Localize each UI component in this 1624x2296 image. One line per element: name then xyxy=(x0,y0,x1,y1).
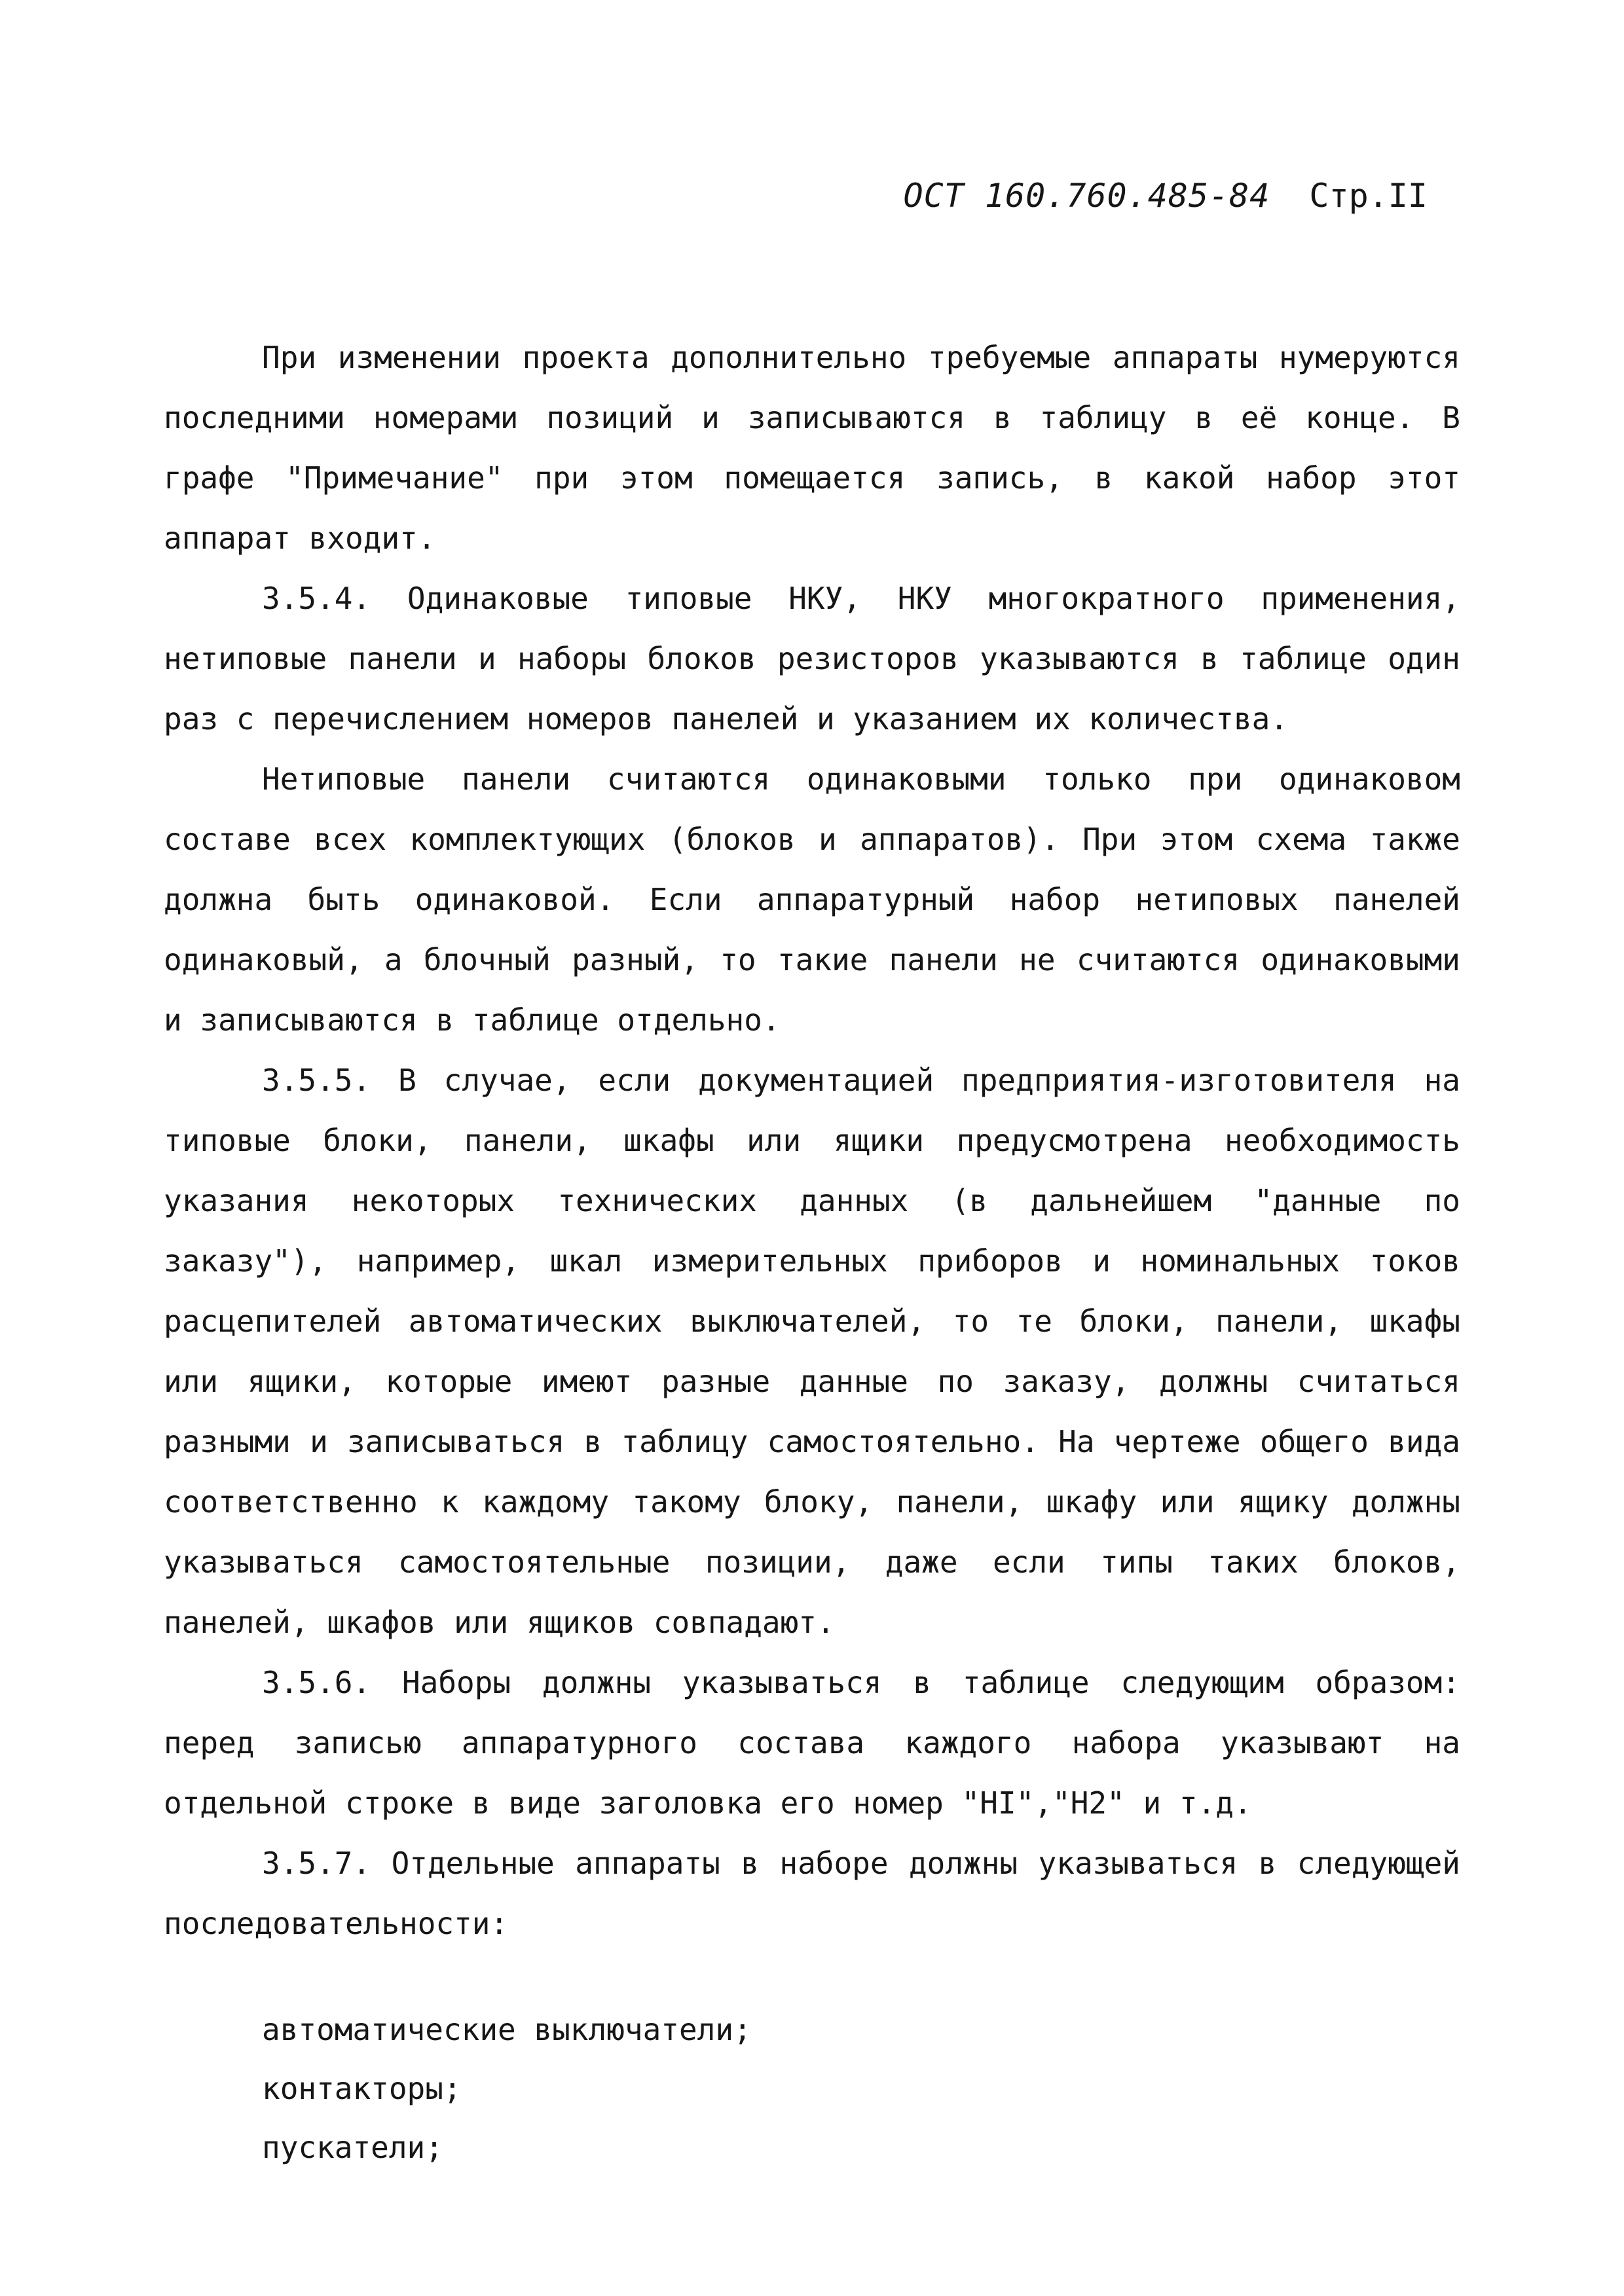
paragraph-3-5-5: 3.5.5. В случае, если документацией предприятия-изготовителя на типовые блоки, панели, шкафы или ящики предусмотрена необходимость указания некоторых технических данных (в дальнейшем "данные по заказу"), например, шкал измерительных приборов и номинальных токов расцепителей автоматических выключателей, то те блоки, панели, шкафы или ящики, которые имеют разные данные по заказу, должны считаться разными и записываться в таблицу самостоятельно. На чертеже общего вида соответственно к каждому такому блоку, панели, шкафу или ящику должны указываться самостоятельные позиции, даже если типы таких блоков, панелей, шкафов или ящиков совпадают. xyxy=(164,1063,1460,1640)
paragraph-3-5-4: 3.5.4. Одинаковые типовые НКУ, НКУ многократного применения, нетиповые панели и наборы блоков резисторов указываются в таблице один раз с перечислением номеров панелей и указанием их количества. xyxy=(164,581,1460,737)
paragraph-3-5-6: 3.5.6. Наборы должны указываться в таблице следующим образом: перед записью аппаратурного состава каждого набора указывают на отдельной строке в виде заголовка его номер "HI","H2" и т.д. xyxy=(164,1665,1460,1821)
document-designation: ОСТ 160.760.485-84 xyxy=(903,177,1270,215)
paragraph-3-5-7: 3.5.7. Отдельные аппараты в наборе должны указываться в следующей последовательности: xyxy=(164,1846,1460,1941)
list-item: автоматические выключатели; xyxy=(262,2012,752,2047)
device-order-list xyxy=(262,2000,1375,2177)
list-item: пускатели; xyxy=(262,2130,443,2165)
paragraph-numbering-changes: При изменении проекта дополнительно требуемые аппараты нумеруются последними номерами позиций и записываются в таблицу в её конце. В графе "Примечание" при этом помещается запись, в какой набор этот аппарат входит. xyxy=(164,340,1460,556)
page-header xyxy=(812,177,1428,215)
paragraph-non-typical-panels: Нетиповые панели считаются одинаковыми только при одинаковом составе всех комплектующих (блоков и аппаратов). При этом схема также должна быть одинаковой. Если аппаратурный набор нетиповых панелей одинаковый, а блочный разный, то такие панели не считаются одинаковыми и записываются в таблице отдельно. xyxy=(164,761,1460,1038)
page-number: Стр.II xyxy=(1309,177,1428,215)
list-item: контакторы; xyxy=(262,2071,462,2106)
document-body xyxy=(164,327,1460,1954)
